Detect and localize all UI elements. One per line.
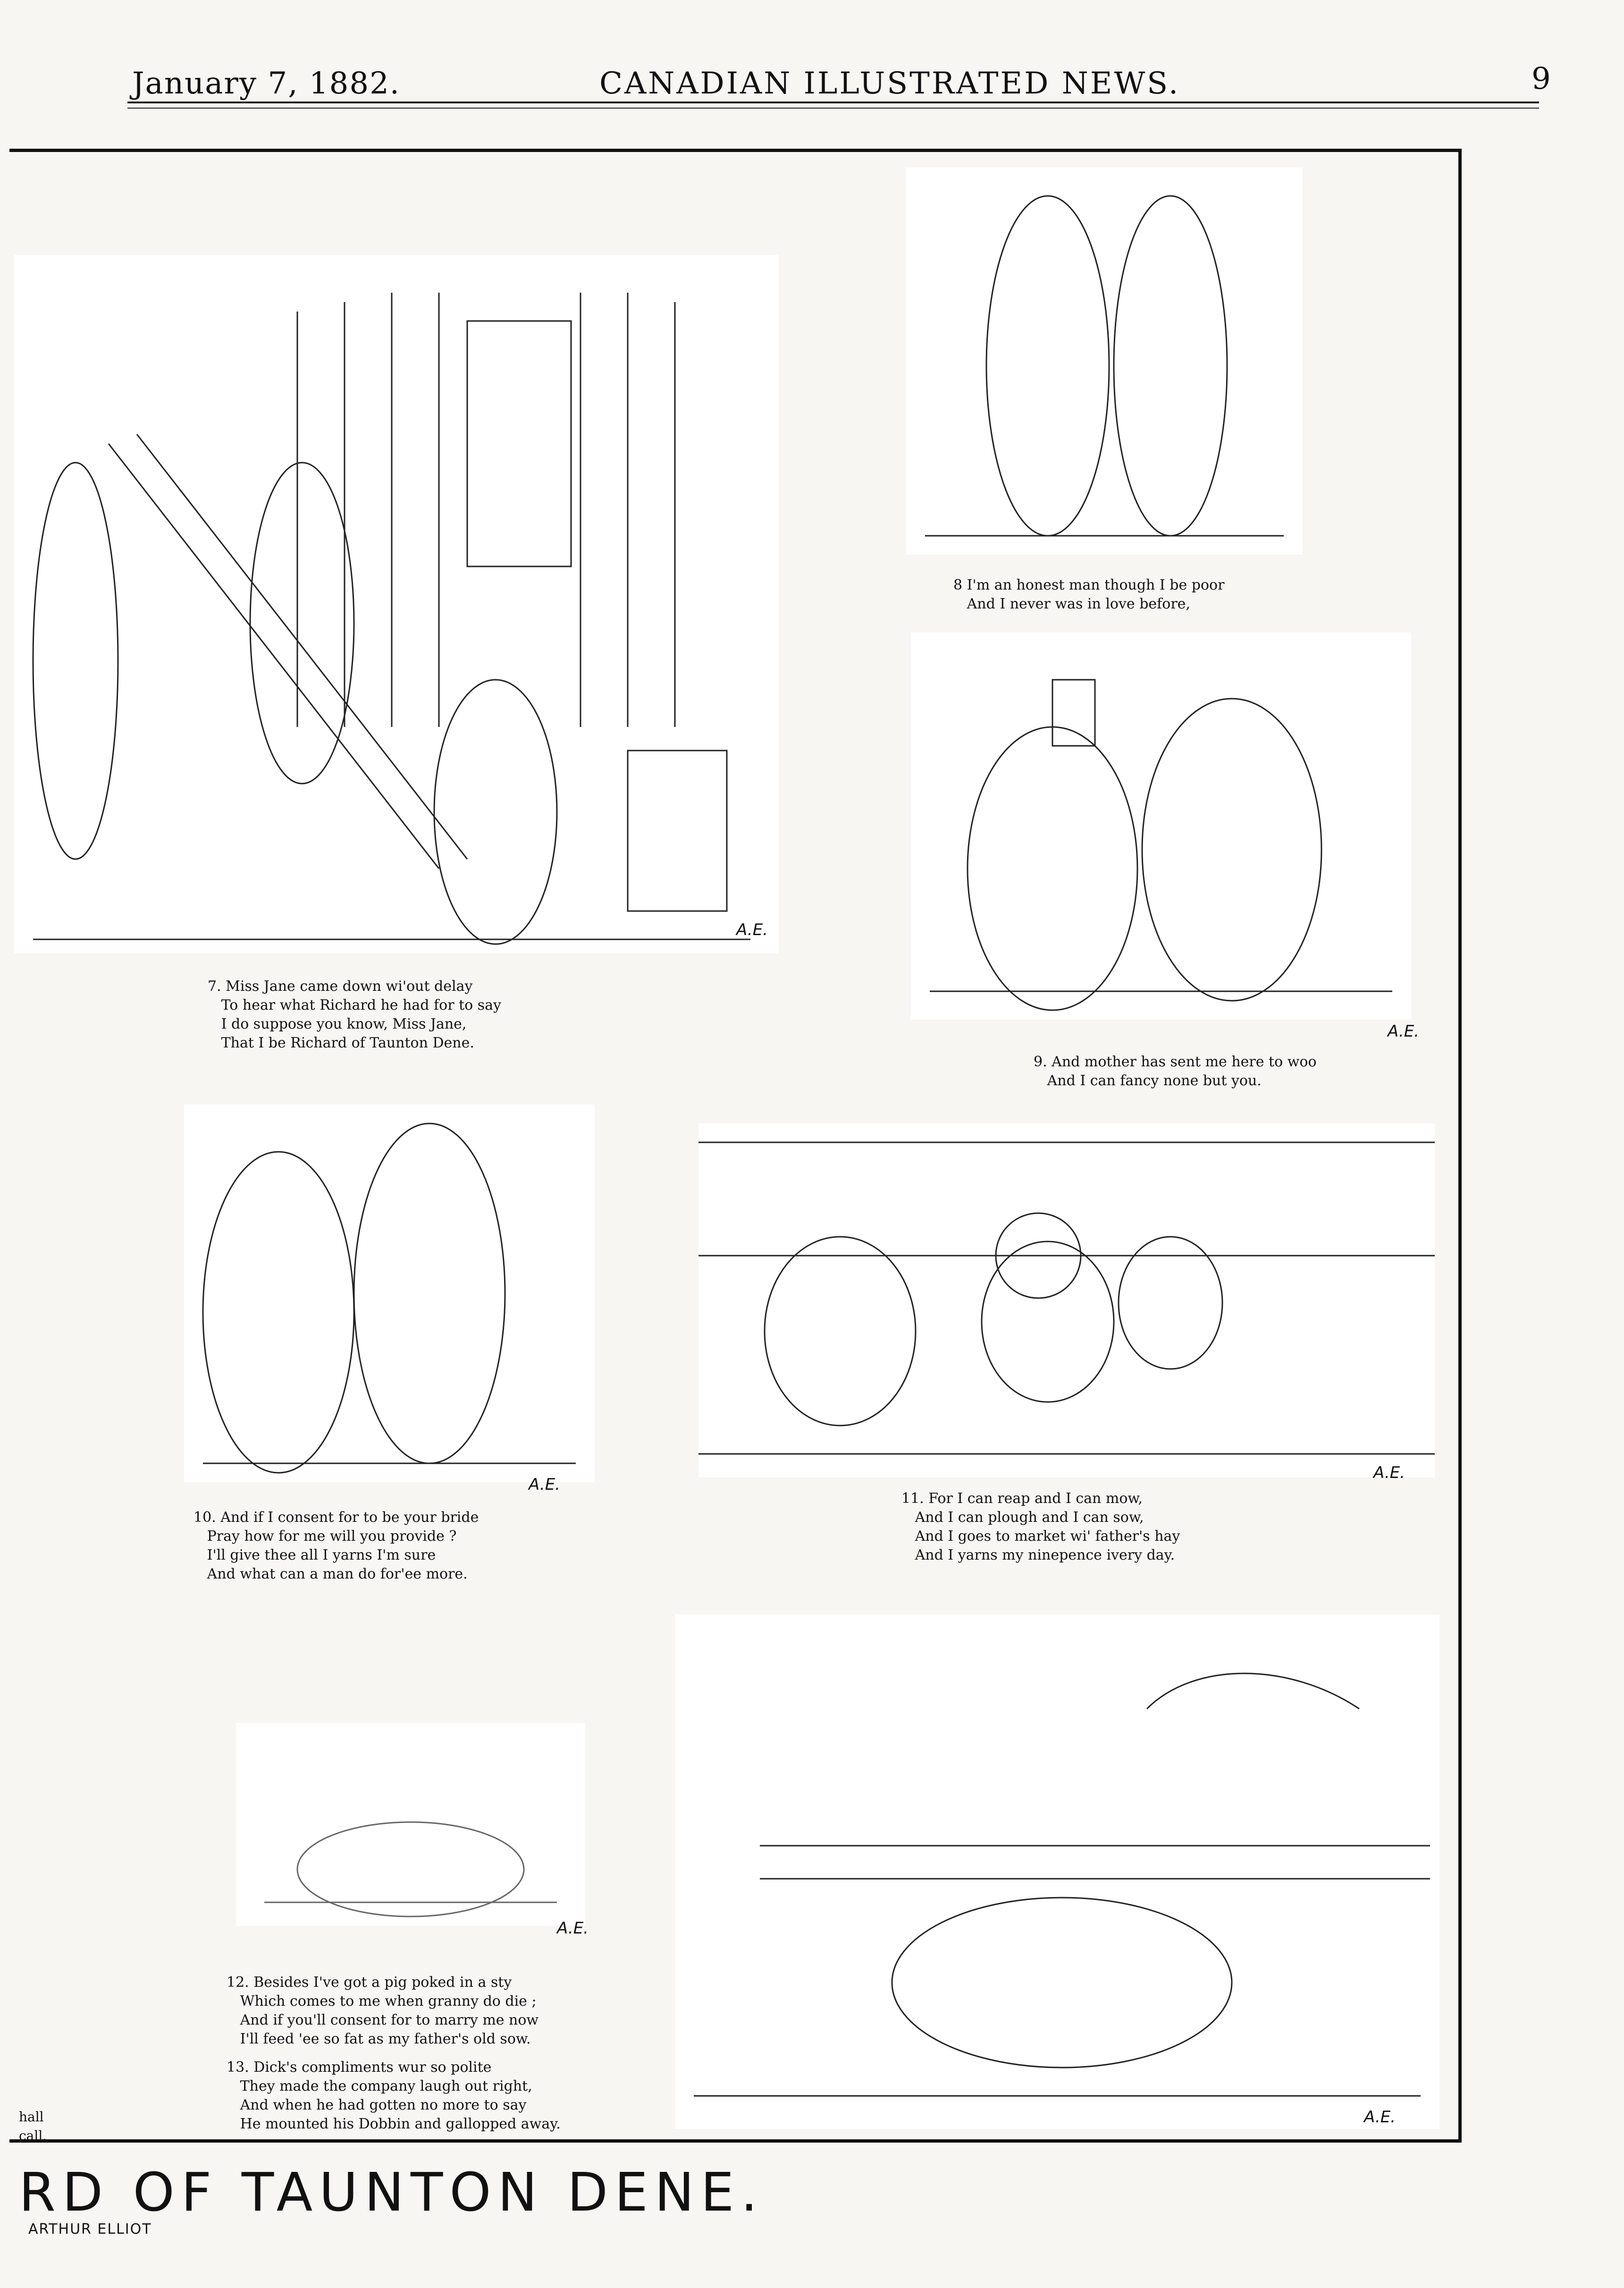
artist-initials-13: A.E. bbox=[1364, 2108, 1396, 2127]
artist-initials-7: A.E. bbox=[736, 920, 768, 939]
page-number: 9 bbox=[1531, 61, 1552, 96]
illustration-panel-8 bbox=[906, 168, 1303, 555]
issue-date: January 7, 1882. bbox=[132, 66, 401, 101]
illustration-panel-11 bbox=[698, 1123, 1435, 1477]
byline: ARTHUR ELLIOT bbox=[28, 2221, 152, 2237]
caption-10: 10. And if I consent for to be your bride Pray how for me will you provide ? I'll give thee all I yarns I'm sure And what can a man do for'ee more. bbox=[194, 1509, 479, 1582]
header-rule bbox=[127, 101, 1539, 103]
illustration-panel-9 bbox=[911, 633, 1411, 1020]
caption-12: 12. Besides I've got a pig poked in a sty Which comes to me when granny do die ; And if you'll consent for to marry me now I'll feed 'ee so fat as my father's old sow. bbox=[227, 1974, 539, 2047]
artist-initials-11: A.E. bbox=[1373, 1463, 1405, 1482]
artist-initials-12: A.E. bbox=[557, 1919, 589, 1938]
artist-initials-10: A.E. bbox=[529, 1475, 560, 1494]
illustration-panel-7 bbox=[14, 255, 779, 954]
caption-7: 7. Miss Jane came down wi'out delay To hear what Richard he had for to say I do suppose you know, Miss Jane, That I be Richard of Taunton Dene. bbox=[208, 978, 501, 1051]
caption-11: 11. For I can reap and I can mow, And I can plough and I can sow, And I goes to market wi' father's hay And I yarns my ninepence ivery day. bbox=[901, 1490, 1180, 1563]
cropped-text-fragment: hall call. bbox=[19, 2109, 47, 2144]
caption-8: 8 I'm an honest man though I be poor And I never was in love before, bbox=[953, 577, 1225, 612]
masthead: CANADIAN ILLUSTRATED NEWS. bbox=[599, 66, 1180, 101]
header-rule-thin bbox=[127, 108, 1539, 109]
article-title: RD OF TAUNTON DENE. bbox=[19, 2162, 765, 2223]
caption-13: 13. Dick's compliments wur so polite They made the company laugh out right, And when he had gotten no more to say He mounted his Dobbin and gallopped away. bbox=[227, 2059, 561, 2132]
caption-9: 9. And mother has sent me here to woo And I can fancy none but you. bbox=[1034, 1054, 1317, 1089]
illustration-panel-12 bbox=[236, 1723, 585, 1926]
illustration-panel-10 bbox=[184, 1105, 595, 1482]
artist-initials-9: A.E. bbox=[1388, 1022, 1419, 1041]
illustration-panel-13 bbox=[675, 1614, 1439, 2129]
